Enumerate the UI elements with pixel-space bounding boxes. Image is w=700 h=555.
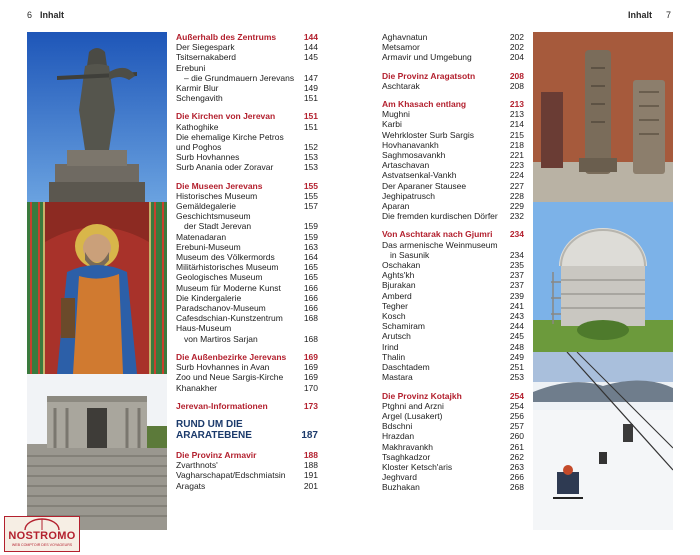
toc-entry: [382, 331, 524, 341]
toc-section-heading: [176, 352, 318, 362]
toc-entry-title: Oschakan: [382, 260, 421, 271]
toc-entry-page: 208: [509, 70, 524, 81]
toc-entry-title: Aghts'kh: [382, 270, 415, 281]
left-page-header: [27, 10, 64, 20]
toc-entry-title: in Sasunik: [390, 249, 430, 260]
toc-entry-title: Geschichtsmuseum: [176, 211, 251, 222]
toc-entry-page: 153: [303, 152, 318, 163]
toc-entry-title: Jeghvard: [382, 472, 417, 483]
toc-entry: [382, 291, 524, 301]
byurakan-observatory-photo: [533, 202, 673, 352]
toc-right-column: [382, 32, 524, 493]
toc-entry: [382, 211, 524, 221]
toc-entry: [382, 321, 524, 331]
toc-entry: [176, 293, 318, 303]
toc-entry-title: RUND UM DIE: [176, 418, 243, 430]
toc-entry: [176, 303, 318, 313]
toc-entry-page: 214: [509, 119, 524, 130]
toc-entry-page: 263: [509, 461, 524, 472]
toc-entry-title: Die fremden kurdischen Dörfer: [382, 211, 498, 222]
toc-entry-page: 254: [509, 400, 524, 411]
toc-entry-page: 244: [509, 321, 524, 332]
toc-entry-page: 266: [509, 472, 524, 483]
toc-entry: [176, 372, 318, 382]
toc-entry: [382, 352, 524, 362]
toc-entry-page: 173: [303, 400, 318, 411]
toc-entry-title: Vagharschapat/Edschmiatsin: [176, 470, 286, 481]
toc-entry-page: 147: [303, 72, 318, 83]
toc-entry-title: Surb Anania oder Zoravar: [176, 162, 274, 173]
toc-entry-title: Die Provinz Aragatsotn: [382, 70, 476, 81]
toc-section-heading: [176, 430, 318, 442]
toc-entry-title: Surb Hovhannes in Avan: [176, 362, 270, 373]
toc-entry: [382, 301, 524, 311]
toc-entry-page: 201: [303, 480, 318, 491]
toc-entry-page: 152: [303, 142, 318, 153]
toc-entry: [176, 242, 318, 252]
toc-entry-title: Museum des Völkermords: [176, 252, 275, 263]
toc-entry-page: 237: [509, 270, 524, 281]
toc-entry-page: 261: [509, 441, 524, 452]
toc-entry-page: 213: [509, 109, 524, 120]
toc-entry-title: Cafesdschian-Kunstzentrum: [176, 313, 283, 324]
toc-entry: [176, 383, 318, 393]
toc-entry-title: Saghmosavankh: [382, 150, 446, 161]
toc-entry-page: 157: [303, 201, 318, 212]
toc-section-heading: [176, 419, 318, 431]
toc-entry: [176, 272, 318, 282]
toc-entry-page: 237: [509, 280, 524, 291]
toc-entry-title: Zvarthnots': [176, 460, 218, 471]
toc-entry: [382, 311, 524, 321]
toc-entry: [382, 270, 524, 280]
toc-entry-title: Gemäldegalerie: [176, 201, 237, 212]
toc-entry-title: Erebuni: [176, 62, 206, 73]
toc-entry-page: 163: [303, 241, 318, 252]
toc-entry-page: 249: [509, 351, 524, 362]
toc-entry-title: Tsaghkadzor: [382, 451, 431, 462]
right-page-title: Inhalt: [628, 10, 652, 20]
toc-entry-title: Argel (Lusakert): [382, 410, 443, 421]
toc-entry-title: Kathoghike: [176, 121, 219, 132]
toc-entry-page: 155: [303, 180, 318, 191]
toc-entry-title: Daschtadem: [382, 362, 430, 373]
toc-entry-page: 191: [303, 470, 318, 481]
toc-entry: [382, 42, 524, 52]
toc-entry-title: und Poghos: [176, 142, 222, 153]
toc-entry: [176, 201, 318, 211]
toc-entry-title: Die Provinz Kotajkh: [382, 390, 462, 401]
toc-entry-page: 166: [303, 292, 318, 303]
toc-entry: [382, 109, 524, 119]
toc-entry-title: Die Provinz Armavir: [176, 449, 257, 460]
toc-entry-page: 224: [509, 170, 524, 181]
toc-entry-page: 144: [303, 42, 318, 53]
toc-entry: [176, 52, 318, 62]
toc-entry-title: Kosch: [382, 311, 406, 322]
toc-section-heading: [176, 32, 318, 42]
toc-entry-title: Aparan: [382, 201, 410, 212]
toc-entry: [382, 411, 524, 421]
logo-wordmark: NOSTROMO: [8, 530, 76, 542]
toc-entry-page: 218: [509, 139, 524, 150]
toc-entry: [382, 482, 524, 492]
toc-entry-page: 234: [509, 229, 524, 240]
toc-entry: [382, 462, 524, 472]
toc-entry-title: Khanakher: [176, 382, 218, 393]
toc-entry-page: 260: [509, 431, 524, 442]
left-page-title: Inhalt: [40, 10, 65, 20]
toc-entry-title: Arutsch: [382, 331, 411, 342]
toc-entry-page: 243: [509, 311, 524, 322]
toc-left-column: [176, 32, 318, 491]
toc-entry: [176, 142, 318, 152]
toc-entry-page: 241: [509, 300, 524, 311]
toc-entry-page: 235: [509, 260, 524, 271]
toc-entry-title: Wehrkloster Surb Sargis: [382, 129, 474, 140]
toc-section-heading: [176, 111, 318, 121]
toc-entry-title: Irind: [382, 341, 399, 352]
toc-entry-title: Die ehemalige Kirche Petros: [176, 131, 284, 142]
toc-entry-page: 223: [509, 160, 524, 171]
toc-entry-title: Schengavith: [176, 93, 223, 104]
toc-entry-page: 268: [509, 482, 524, 493]
toc-entry-title: Die Kirchen von Jerevan: [176, 111, 276, 122]
toc-entry-title: Die Kindergalerie: [176, 292, 242, 303]
toc-entry: [382, 431, 524, 441]
toc-entry-title: Museum für Moderne Kunst: [176, 282, 281, 293]
toc-entry-title: Bdschni: [382, 421, 413, 432]
toc-entry-title: Armavir und Umgebung: [382, 52, 472, 63]
toc-entry-title: Aschtarak: [382, 80, 420, 91]
toc-entry: [382, 170, 524, 180]
toc-section-heading: [382, 99, 524, 109]
toc-entry: [176, 232, 318, 242]
toc-entry: [382, 130, 524, 140]
toc-entry-page: 262: [509, 451, 524, 462]
mother-armenia-statue-photo: [27, 32, 167, 202]
toc-entry: [382, 442, 524, 452]
toc-entry-title: Karmir Blur: [176, 83, 219, 94]
toc-section-heading: [176, 181, 318, 191]
right-page-header: [628, 10, 671, 20]
toc-entry-page: 239: [509, 290, 524, 301]
toc-entry-title: Kloster Ketsch'aris: [382, 461, 453, 472]
toc-entry-title: Hrazdan: [382, 431, 415, 442]
toc-entry: [382, 191, 524, 201]
toc-entry: [382, 150, 524, 160]
ski-lift-tsaghkadzor-photo: [533, 352, 673, 530]
toc-entry-page: 155: [303, 190, 318, 201]
toc-entry-page: 202: [509, 42, 524, 53]
toc-entry-page: 257: [509, 421, 524, 432]
toc-entry-title: Paradschanov-Museum: [176, 303, 266, 314]
toc-entry-page: 187: [301, 430, 318, 442]
toc-entry-title: Karbi: [382, 119, 402, 130]
toc-entry-page: 204: [509, 52, 524, 63]
toc-entry: [176, 334, 318, 344]
toc-entry-page: 145: [303, 52, 318, 63]
toc-entry-page: 166: [303, 282, 318, 293]
toc-entry-page: 256: [509, 410, 524, 421]
toc-entry-page: 170: [303, 382, 318, 393]
toc-entry-title: Matenadaran: [176, 231, 227, 242]
toc-section-heading: [176, 450, 318, 460]
toc-entry: [176, 470, 318, 480]
toc-entry: [176, 122, 318, 132]
toc-entry: [382, 201, 524, 211]
nostromo-logo: [4, 516, 80, 552]
toc-entry-title: Haus-Museum: [176, 323, 232, 334]
toc-entry: [382, 140, 524, 150]
toc-entry-title: Das armenische Weinmuseum: [382, 239, 498, 250]
toc-entry-page: 208: [509, 80, 524, 91]
toc-entry-page: 166: [303, 303, 318, 314]
toc-entry-page: 159: [303, 221, 318, 232]
toc-entry-page: 153: [303, 162, 318, 173]
toc-entry: [176, 362, 318, 372]
toc-entry: [382, 280, 524, 290]
toc-entry-page: 159: [303, 231, 318, 242]
toc-entry-page: 169: [303, 351, 318, 362]
toc-entry: [176, 211, 318, 221]
right-page-number: 7: [666, 10, 672, 20]
toc-entry-page: 251: [509, 362, 524, 373]
toc-entry-title: Thalin: [382, 351, 406, 362]
toc-section-heading: [176, 401, 318, 411]
toc-entry-page: 229: [509, 201, 524, 212]
toc-entry: [176, 42, 318, 52]
toc-entry-title: Die Museen Jerevans: [176, 180, 263, 191]
toc-entry-title: Amberd: [382, 290, 412, 301]
toc-entry-title: der Stadt Jerevan: [184, 221, 252, 232]
toc-entry-title: Metsamor: [382, 42, 420, 53]
toc-entry-title: Zoo und Neue Sargis-Kirche: [176, 372, 284, 383]
toc-entry: [176, 83, 318, 93]
toc-entry-page: 215: [509, 129, 524, 140]
toc-entry: [176, 252, 318, 262]
toc-entry-page: 188: [303, 460, 318, 471]
toc-entry-title: Artaschavan: [382, 160, 430, 171]
toc-entry: [176, 262, 318, 272]
toc-entry-page: 245: [509, 331, 524, 342]
toc-entry: [382, 181, 524, 191]
toc-entry-page: 164: [303, 252, 318, 263]
toc-entry-title: Der Siegespark: [176, 42, 235, 53]
toc-entry-title: Der Aparaner Stausee: [382, 180, 467, 191]
toc-entry-title: Tegher: [382, 300, 408, 311]
toc-entry: [382, 81, 524, 91]
toc-entry: [382, 401, 524, 411]
toc-entry: [176, 162, 318, 172]
toc-entry-page: 228: [509, 190, 524, 201]
toc-entry-page: 188: [303, 449, 318, 460]
toc-entry-title: Von Aschtarak nach Gjumri: [382, 229, 493, 240]
toc-entry-title: Ptghni and Arzni: [382, 400, 444, 411]
toc-entry-title: Aragats: [176, 480, 206, 491]
toc-entry: [176, 481, 318, 491]
matenadaran-building-photo: [27, 374, 167, 530]
toc-entry-title: Am Khasach entlang: [382, 99, 467, 110]
toc-entry-title: Jeghipatrusch: [382, 190, 435, 201]
toc-entry-title: Aghavnatun: [382, 32, 428, 42]
toc-entry-page: 144: [303, 32, 318, 42]
toc-entry-page: 151: [303, 121, 318, 132]
toc-entry-title: Bjurakan: [382, 280, 416, 291]
toc-entry-page: 151: [303, 111, 318, 122]
khachkar-stones-photo: [533, 32, 673, 202]
toc-entry-page: 165: [303, 272, 318, 283]
toc-entry: [382, 362, 524, 372]
toc-entry-title: Geologisches Museum: [176, 272, 263, 283]
toc-entry: [382, 240, 524, 250]
toc-entry: [176, 63, 318, 73]
toc-entry: [176, 221, 318, 231]
toc-entry-page: 169: [303, 362, 318, 373]
toc-entry-title: Astvatsenkal-Vankh: [382, 170, 457, 181]
toc-section-heading: [382, 71, 524, 81]
toc-entry: [382, 472, 524, 482]
toc-entry-title: Militärhistorisches Museum: [176, 262, 279, 273]
toc-entry-title: Jerevan-Informationen: [176, 400, 268, 411]
toc-entry: [382, 452, 524, 462]
toc-entry: [176, 323, 318, 333]
toc-entry: [382, 342, 524, 352]
toc-entry-title: ARARATEBENE: [176, 430, 252, 442]
toc-entry-title: – die Grundmauern Jerevans: [184, 72, 295, 83]
toc-entry: [382, 119, 524, 129]
toc-entry: [382, 250, 524, 260]
toc-entry: [176, 313, 318, 323]
saint-fresco-photo: [27, 202, 167, 374]
toc-section-heading: [382, 229, 524, 239]
left-page-number: 6: [27, 10, 33, 20]
toc-entry-page: 248: [509, 341, 524, 352]
toc-entry: [382, 160, 524, 170]
logo-tagline: WEB COMPTOIR DES VOYAGEURS: [11, 543, 73, 547]
toc-entry: [176, 460, 318, 470]
toc-entry-title: Schamiram: [382, 321, 425, 332]
toc-section-heading: [382, 391, 524, 401]
toc-entry: [176, 152, 318, 162]
toc-entry-page: 169: [303, 372, 318, 383]
toc-entry-title: von Martiros Sarjan: [184, 333, 258, 344]
toc-entry-title: Die Außenbezirke Jerevans: [176, 351, 287, 362]
toc-entry-page: 254: [509, 390, 524, 401]
toc-entry-title: Mastara: [382, 372, 413, 383]
toc-entry-title: Hovhanavankh: [382, 139, 439, 150]
toc-entry: [176, 73, 318, 83]
toc-entry-page: 253: [509, 372, 524, 383]
toc-entry-title: Surb Hovhannes: [176, 152, 240, 163]
toc-entry-title: Mughni: [382, 109, 410, 120]
toc-entry-title: Buzhakan: [382, 482, 420, 493]
toc-entry: [176, 132, 318, 142]
toc-entry: [382, 260, 524, 270]
toc-entry-page: 165: [303, 262, 318, 273]
toc-entry-page: 227: [509, 180, 524, 191]
toc-entry-title: Historisches Museum: [176, 190, 258, 201]
toc-entry: [176, 283, 318, 293]
toc-entry-page: 213: [509, 99, 524, 110]
toc-entry-title: Makhravankh: [382, 441, 434, 452]
toc-entry-page: 151: [303, 93, 318, 104]
toc-entry: [176, 191, 318, 201]
toc-entry-title: Tsitsernakaberd: [176, 52, 237, 63]
toc-entry-page: 149: [303, 83, 318, 94]
toc-entry: [382, 32, 524, 42]
toc-entry: [382, 372, 524, 382]
toc-entry: [382, 52, 524, 62]
toc-entry: [176, 93, 318, 103]
toc-entry-page: 168: [303, 313, 318, 324]
toc-entry-title: Außerhalb des Zentrums: [176, 32, 277, 42]
toc-entry-page: 232: [509, 211, 524, 222]
toc-entry-page: 202: [509, 32, 524, 42]
toc-entry-page: 168: [303, 333, 318, 344]
toc-entry-title: Erebuni-Museum: [176, 241, 241, 252]
toc-entry-page: 221: [509, 150, 524, 161]
toc-entry: [382, 421, 524, 431]
toc-entry-page: 234: [509, 249, 524, 260]
